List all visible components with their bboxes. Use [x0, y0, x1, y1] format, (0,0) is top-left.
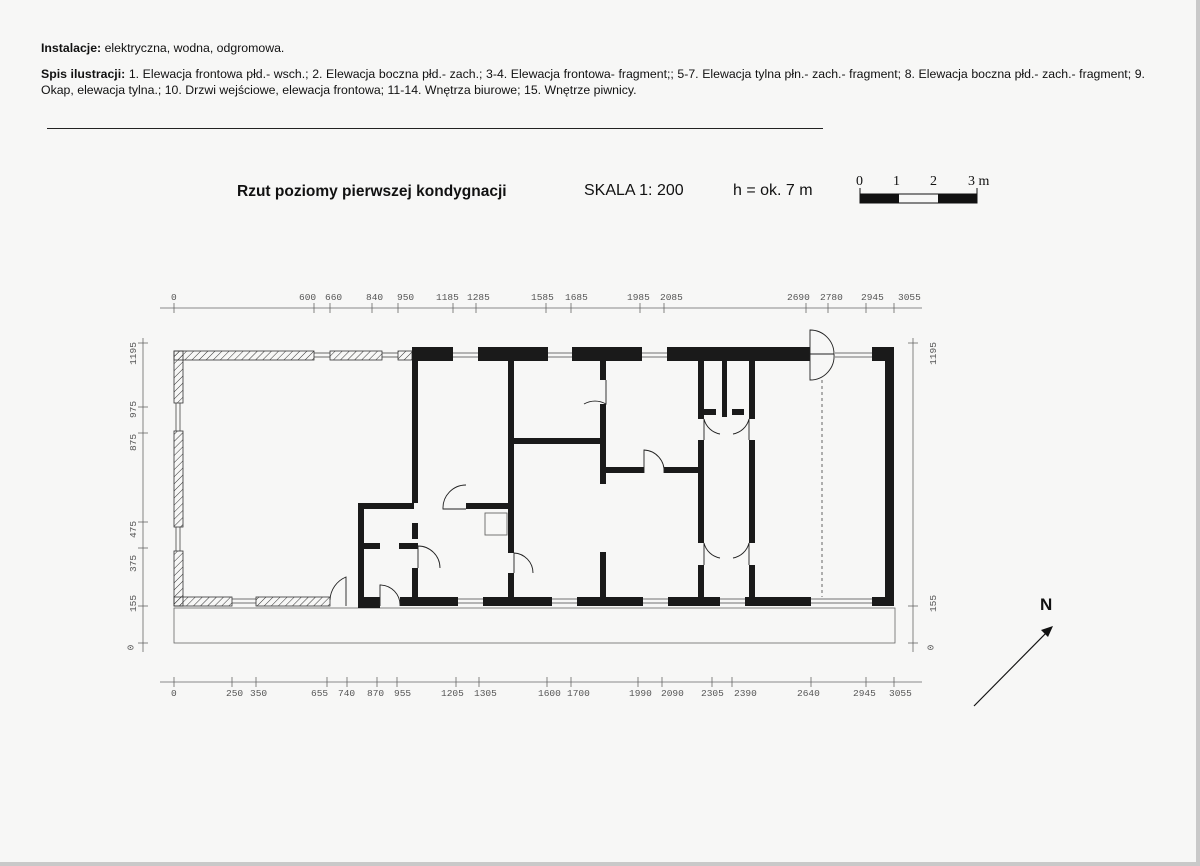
bottom-dim-label: 1990 [629, 688, 652, 699]
bottom-dim-label: 955 [394, 688, 412, 699]
left-dim-label: 975 [128, 400, 140, 419]
bottom-dim-label: 2390 [734, 688, 757, 699]
top-dim-label: 660 [325, 292, 343, 303]
bottom-dim-label: 2945 [853, 688, 876, 699]
top-dim-label: 1285 [467, 292, 490, 303]
plan-height: h = ok. 7 m [733, 182, 813, 199]
left-dim-label: 875 [128, 433, 140, 452]
top-dim-label: 1185 [436, 292, 459, 303]
bottom-dim-label: 655 [311, 688, 329, 699]
solid-walls [358, 347, 894, 608]
right-dim-label: 155 [928, 594, 940, 613]
bottom-dim-label: 0 [171, 688, 177, 699]
left-dim-label: 475 [128, 520, 140, 539]
door-swings [330, 330, 834, 606]
top-dim-label: 0 [171, 292, 177, 303]
top-dim-label: 3055 [898, 292, 921, 303]
top-dim-label: 950 [397, 292, 415, 303]
installations-line: Instalacje: elektryczna, wodna, odgromowa. [41, 41, 285, 55]
bottom-dim-label: 350 [250, 688, 268, 699]
bottom-dim-label: 1700 [567, 688, 590, 699]
left-dim-label: 1195 [127, 342, 139, 365]
top-dim-label: 840 [366, 292, 384, 303]
bottom-dim-label: 250 [226, 688, 244, 699]
scalebar-label-3: 3 m [968, 174, 990, 189]
top-dim-label: 1585 [531, 292, 554, 303]
left-dim-label: 0 [125, 644, 137, 651]
bottom-dim-label: 2305 [701, 688, 724, 699]
scalebar-label-0: 0 [856, 174, 863, 189]
dimension-lines [143, 308, 922, 682]
bottom-dim-label: 2640 [797, 688, 820, 699]
top-dim-label: 1985 [627, 292, 650, 303]
bottom-dim-label: 1205 [441, 688, 464, 699]
right-dim-label: 1195 [927, 342, 939, 365]
bottom-dim-label: 3055 [889, 688, 912, 699]
scalebar-label-2: 2 [930, 174, 937, 189]
top-dim-label: 2085 [660, 292, 683, 303]
north-arrow [974, 626, 1053, 706]
bottom-dim-label: 2090 [661, 688, 684, 699]
top-dim-label: 2945 [861, 292, 884, 303]
scalebar-label-1: 1 [893, 174, 900, 189]
window-lines [176, 353, 872, 603]
scale-bar [860, 188, 977, 203]
hatched-walls [174, 351, 412, 606]
bottom-dim-label: 1305 [474, 688, 497, 699]
top-dim-label: 600 [299, 292, 317, 303]
bottom-dim-label: 740 [338, 688, 356, 699]
left-dim-label: 155 [128, 594, 140, 613]
right-dim-label: 0 [925, 644, 937, 651]
top-dim-label: 1685 [565, 292, 588, 303]
top-dim-label: 2780 [820, 292, 843, 303]
left-dim-label: 375 [128, 554, 140, 573]
north-label: N [1040, 595, 1053, 614]
plan-scale: SKALA 1: 200 [584, 182, 684, 199]
illustrations-line: Spis ilustracji: 1. Elewacja frontowa płd.- wsch.; 2. Elewacja boczna płd.- zach.; 3-4. Elewacja frontowa- fragment;; 5-7. Elewacja tylna płn.- zach.- fragment; 8. Elewacja boczna płd.- zach.- fragment; 9. Okap, elewacja tylna.; 10. Drzwi wejściowe, elewacja frontowa; 11-14. Wnętrza biurowe; 15. Wnętrze piwnicy. [41, 67, 1145, 97]
bottom-dim-label: 870 [367, 688, 385, 699]
bottom-dim-label: 1600 [538, 688, 561, 699]
top-dim-label: 2690 [787, 292, 810, 303]
plan-title: Rzut poziomy pierwszej kondygnacji [237, 183, 507, 200]
